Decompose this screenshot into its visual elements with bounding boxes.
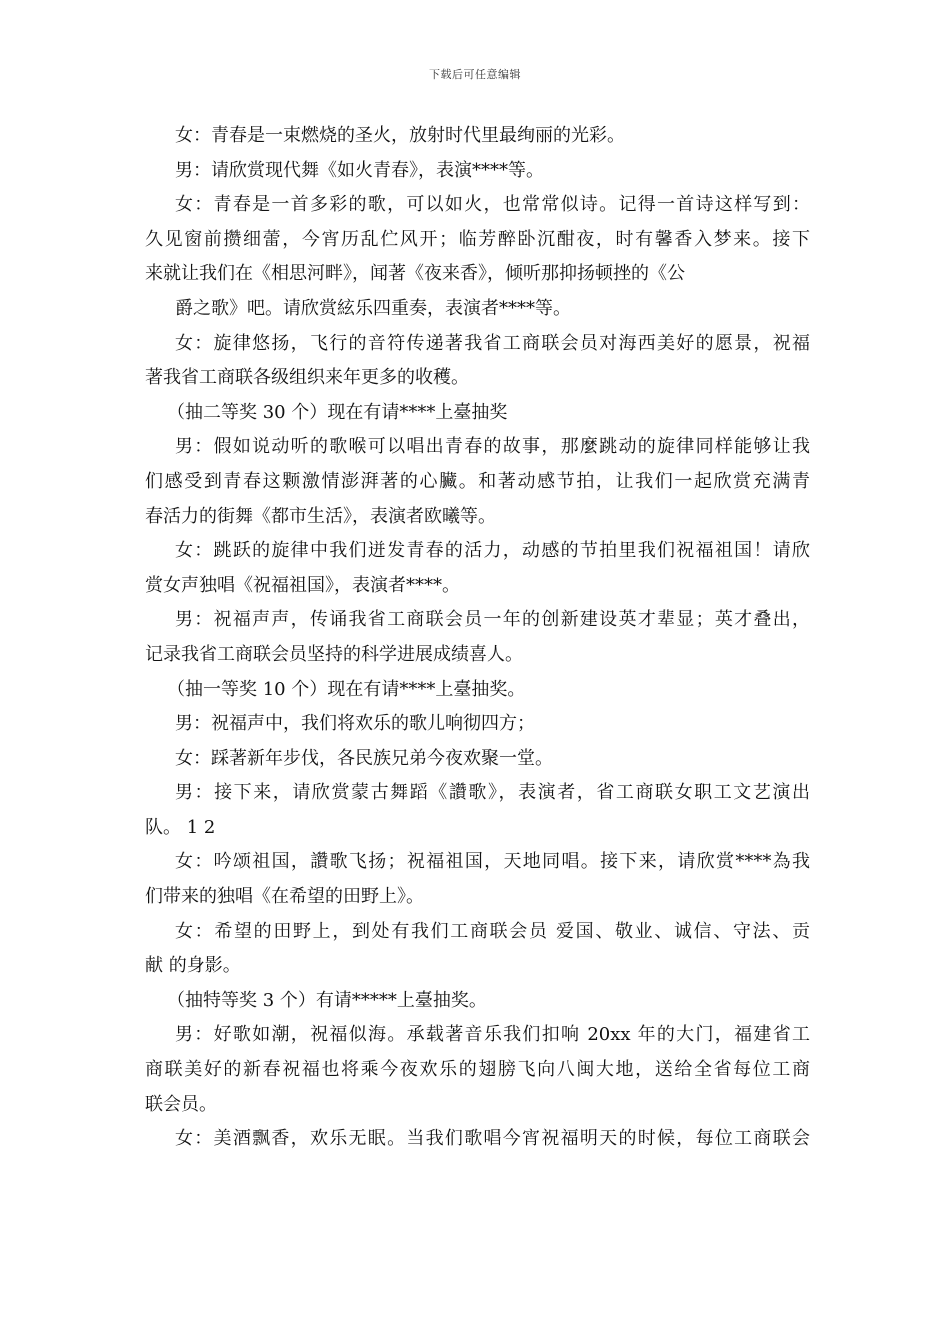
text-line: 记录我省工商联会员坚持的科学进展成绩喜人。 bbox=[145, 643, 523, 665]
text-line: 女：青春是一首多彩的歌，可以如火，也常常似诗。记得一首诗这样写到： bbox=[175, 194, 810, 216]
text-line: 男：接下来，请欣赏蒙古舞蹈《讚歌》，表演者，省工商联女职工文艺演出 bbox=[175, 782, 810, 804]
text-line: 女：吟颂祖国，讚歌飞扬；祝福祖国，天地同唱。接下来，请欣赏****為我 bbox=[175, 851, 810, 873]
text-line: 联会员。 bbox=[145, 1093, 217, 1115]
text-line: 来就让我们在《相思河畔》，闻著《夜来香》，倾听那抑扬顿挫的《公 bbox=[145, 263, 685, 285]
text-line: 男：假如说动听的歌喉可以唱出青春的故事，那麼跳动的旋律同样能够让我 bbox=[175, 436, 810, 458]
text-line: 春活力的街舞《都市生活》，表演者欧曦等。 bbox=[145, 505, 496, 527]
page-header: 下载后可任意编辑 bbox=[429, 68, 521, 81]
text-line: 们带来的独唱《在希望的田野上》。 bbox=[145, 886, 424, 908]
text-line: 男：请欣赏现代舞《如火青春》，表演****等。 bbox=[175, 159, 544, 181]
text-line: （抽特等奖 3 个）有请*****上臺抽奖。 bbox=[167, 989, 487, 1011]
text-line: 女：青春是一束燃烧的圣火，放射时代里最绚丽的光彩。 bbox=[175, 125, 625, 146]
text-line: 女：旋律悠扬，飞行的音符传递著我省工商联会员对海西美好的愿景，祝福 bbox=[175, 332, 810, 354]
text-line: 女：美酒飘香，欢乐无眠。当我们歌唱今宵祝福明天的时候，每位工商联会 bbox=[175, 1128, 810, 1150]
text-line: （抽一等奖 10 个）现在有请****上臺抽奖。 bbox=[167, 678, 526, 700]
text-line: 女：跳跃的旋律中我们迸发青春的活力，动感的节拍里我们祝福祖国！请欣 bbox=[175, 540, 810, 562]
text-line: 队。 1 2 bbox=[145, 816, 216, 838]
text-line: 献 的身影。 bbox=[145, 955, 241, 977]
text-line: 男：好歌如潮，祝福似海。承载著音乐我们扣响 20xx 年的大门，福建省工 bbox=[175, 1024, 810, 1046]
text-line: 著我省工商联各级组织来年更多的收穫。 bbox=[145, 367, 469, 389]
text-line: 们感受到青春这颗激情澎湃著的心臟。和著动感节拍，让我们一起欣赏充满青 bbox=[145, 470, 810, 492]
text-line: 爵之歌》吧。请欣赏絃乐四重奏，表演者****等。 bbox=[175, 297, 571, 319]
text-line: 赏女声独唱《祝福祖国》，表演者****。 bbox=[145, 574, 460, 596]
text-line: 男：祝福声声，传诵我省工商联会员一年的创新建设英才辈显；英才叠出， bbox=[175, 609, 810, 631]
text-line: 男：祝福声中，我们将欢乐的歌儿响彻四方； bbox=[175, 713, 535, 735]
text-line: 商联美好的新春祝福也将乘今夜欢乐的翅膀飞向八闽大地，送给全省每位工商 bbox=[145, 1059, 810, 1081]
text-line: 女：希望的田野上，到处有我们工商联会员 爱国、敬业、诚信、守法、贡 bbox=[175, 920, 810, 942]
text-line: 女：踩著新年步伐，各民族兄弟今夜欢聚一堂。 bbox=[175, 747, 553, 769]
document-body bbox=[145, 119, 810, 1157]
text-line: （抽二等奖 30 个）现在有请****上臺抽奖 bbox=[167, 401, 508, 423]
text-line: 久见窗前攒细蕾，今宵历乱伫风开；临芳醉卧沉酣夜，时有馨香入梦来。接下 bbox=[145, 228, 810, 250]
